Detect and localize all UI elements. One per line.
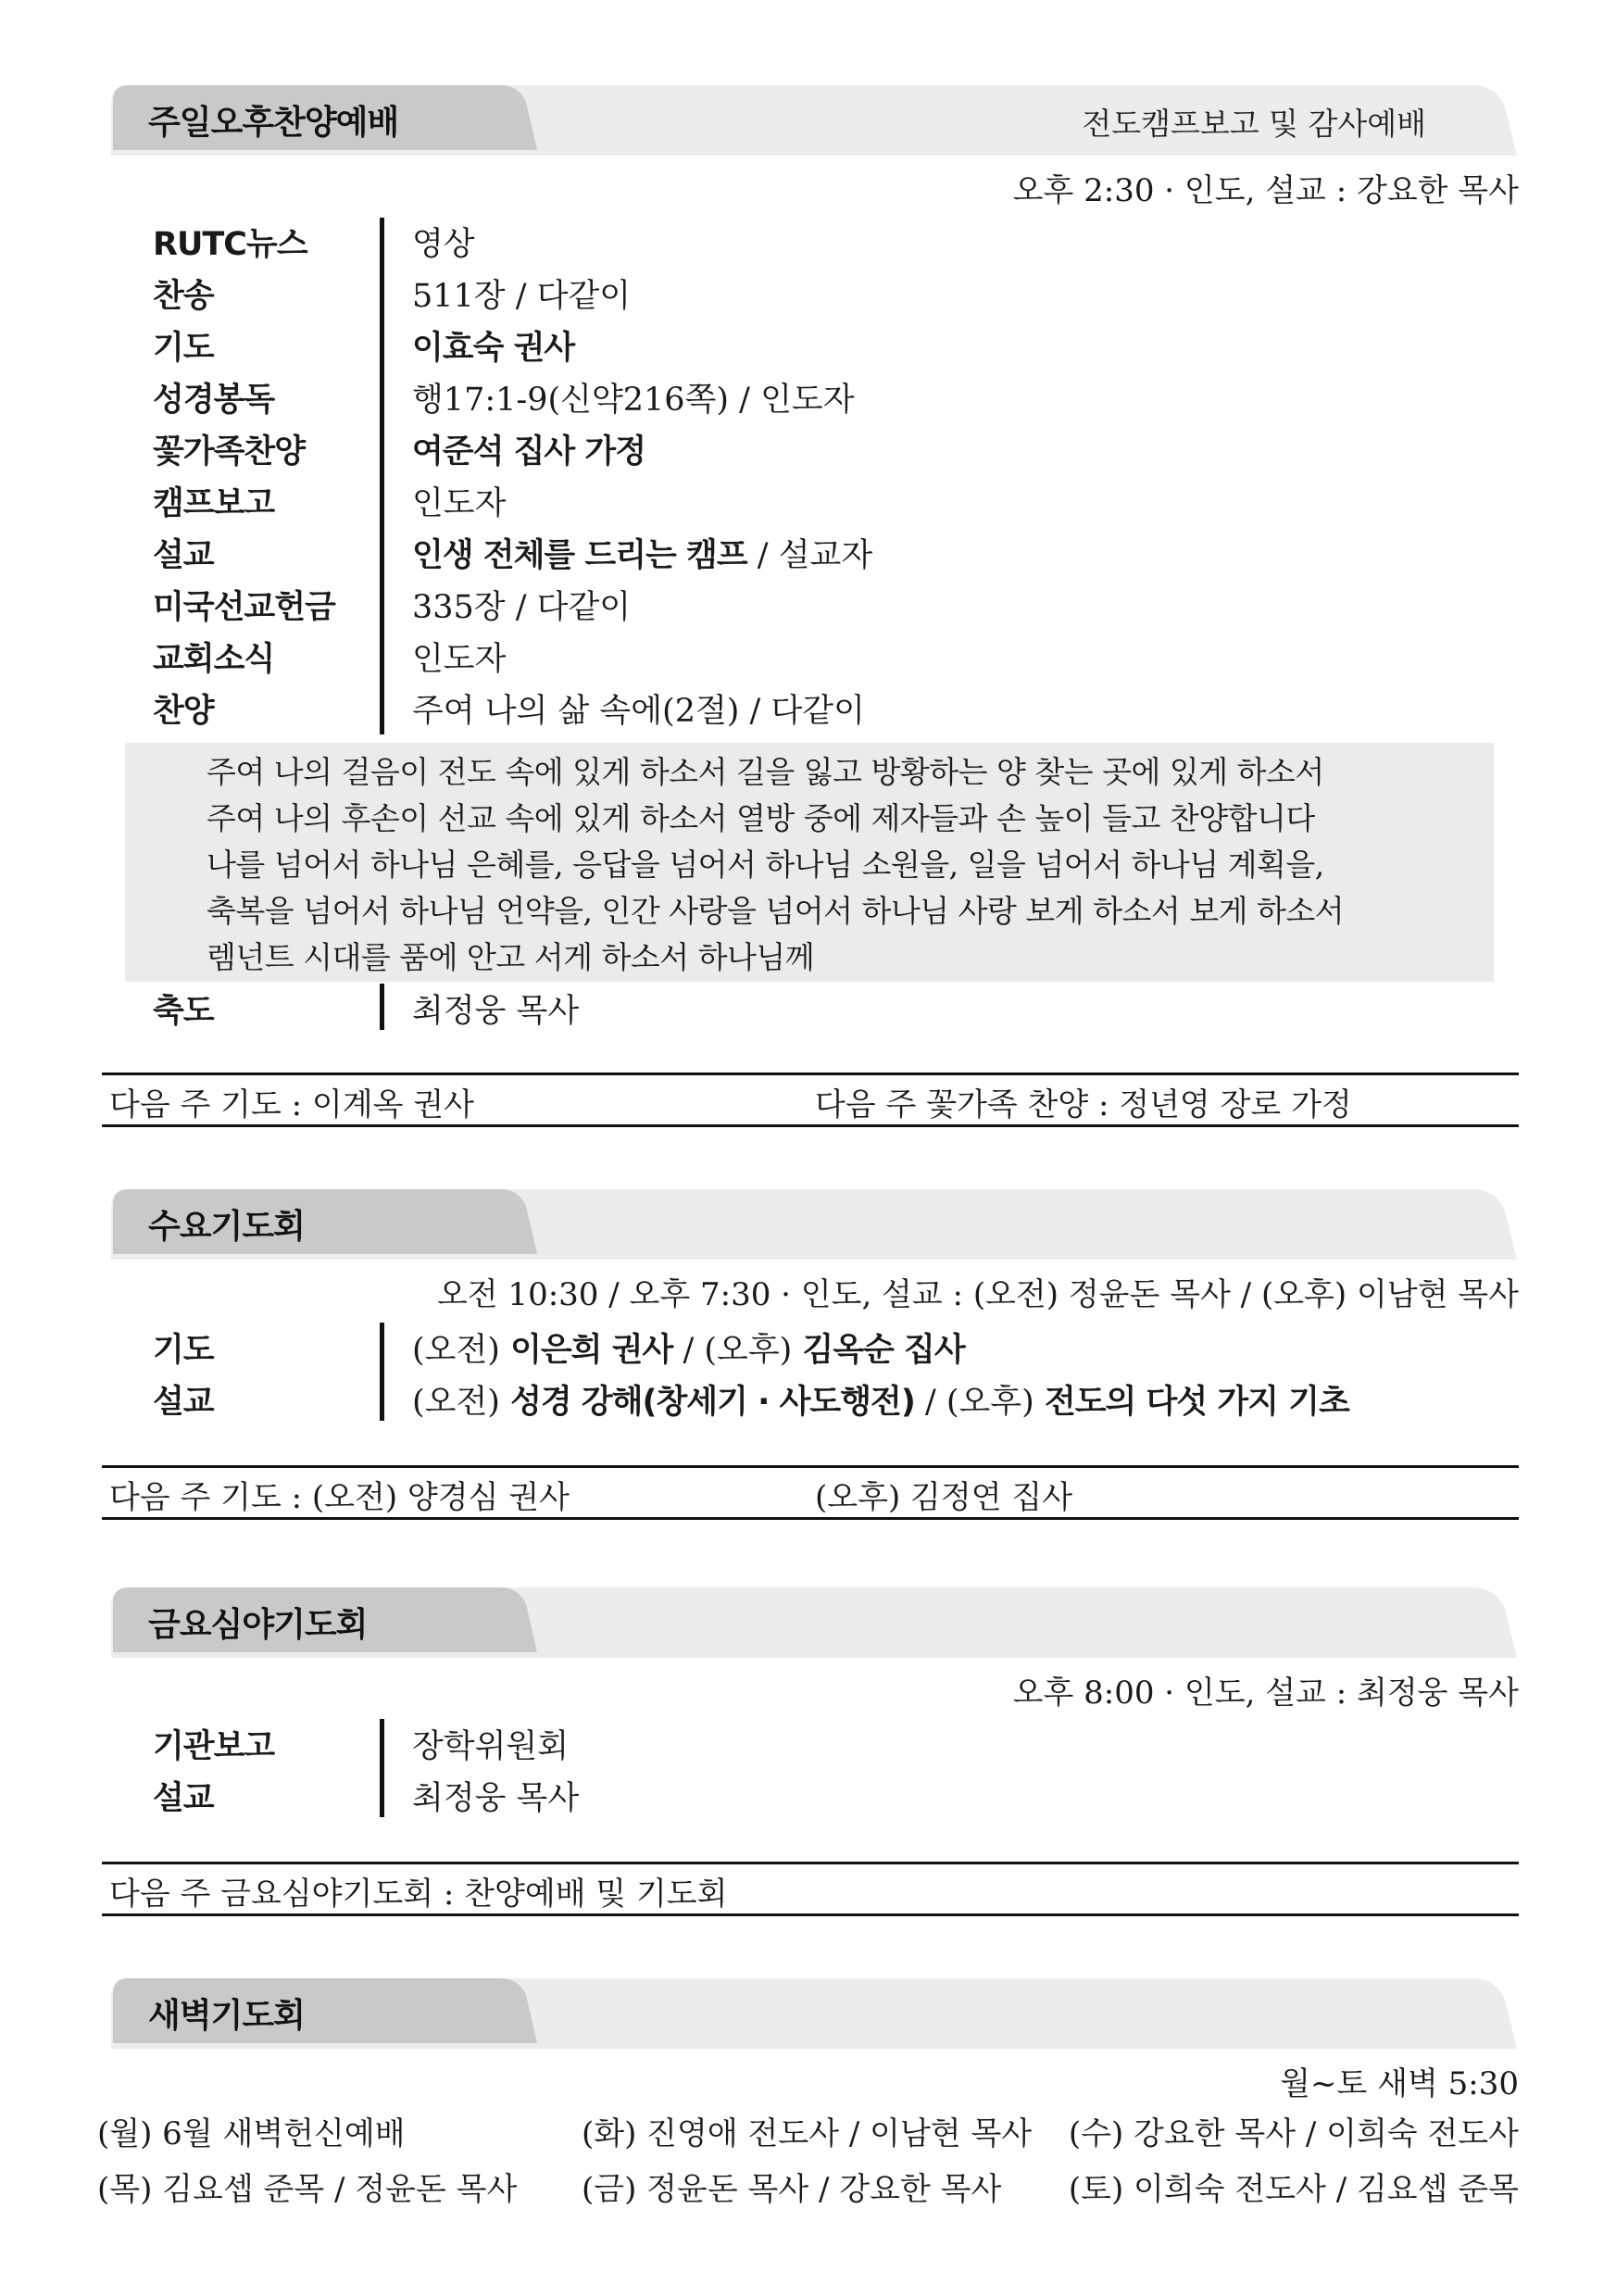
am-tag: (오전) bbox=[412, 1332, 511, 1369]
program-row bbox=[0, 530, 1616, 582]
service-time-line: 오전 10:30 / 오후 7:30 · 인도, 설교 : (오전) 정윤돈 목사 / (오후) 이남현 목사 bbox=[436, 1276, 1519, 1313]
program-row bbox=[0, 985, 1616, 1037]
program-value: 511장 / 다같이 bbox=[412, 278, 632, 315]
program-row bbox=[0, 478, 1616, 530]
sermon-speaker: / 설교자 bbox=[746, 537, 873, 574]
section-title: 금요심야기도회 bbox=[148, 1606, 368, 1644]
program-row bbox=[0, 426, 1616, 478]
program-label: 축도 bbox=[153, 993, 214, 1030]
am-name: 이은희 권사 bbox=[510, 1332, 673, 1369]
dawn-schedule-item: (금) 정윤돈 목사 / 강요한 목사 bbox=[582, 2171, 1002, 2208]
program-label: 꽃가족찬양 bbox=[153, 433, 306, 470]
lyrics-line: 나를 넘어서 하나님 은혜를, 응답을 넘어서 하나님 소원을, 일을 넘어서 하나님 계획을, bbox=[207, 847, 1324, 883]
program-value: 인도자 bbox=[412, 485, 507, 522]
program-value: 335장 / 다같이 bbox=[412, 589, 632, 626]
lyrics-line: 주여 나의 걸음이 전도 속에 있게 하소서 길을 잃고 방황하는 양 찾는 곳에 있게 하소서 bbox=[207, 754, 1324, 790]
section-header-sunday bbox=[102, 83, 1519, 157]
lyrics-box bbox=[125, 743, 1494, 982]
program-row bbox=[0, 1773, 1616, 1825]
rule bbox=[102, 1517, 1519, 1520]
section-subtitle: 전도캠프보고 및 감사예배 bbox=[1082, 106, 1426, 142]
am-sermon: 성경 강해(창세기 · 사도행전) bbox=[510, 1384, 915, 1421]
program-label: 미국선교헌금 bbox=[153, 589, 335, 626]
program-value: 여준석 집사 가정 bbox=[412, 433, 646, 470]
program-value: 이효숙 권사 bbox=[412, 330, 575, 367]
dawn-schedule-item: (수) 강요한 목사 / 이희숙 전도사 bbox=[1068, 2115, 1519, 2152]
program-value: 장학위원회 bbox=[412, 1728, 570, 1765]
rule bbox=[102, 1124, 1519, 1127]
separator: / bbox=[914, 1384, 946, 1421]
program-label: 기도 bbox=[153, 330, 214, 367]
sermon-title: 인생 전체를 드리는 캠프 bbox=[412, 537, 747, 574]
program-row bbox=[0, 685, 1616, 737]
program-label: 교회소식 bbox=[153, 641, 275, 678]
dawn-schedule-item: (월) 6월 새벽헌신예배 bbox=[97, 2115, 406, 2152]
program-value bbox=[412, 1376, 1349, 1423]
header-band-shape bbox=[102, 1187, 1519, 1261]
program-label: 설교 bbox=[153, 1384, 214, 1421]
next-week-prayer: 다음 주 기도 : 이계옥 권사 bbox=[109, 1086, 474, 1123]
program-row bbox=[0, 1376, 1616, 1428]
program-value: 주여 나의 삶 속에(2절) / 다같이 bbox=[412, 693, 865, 730]
am-tag: (오전) bbox=[412, 1384, 511, 1421]
program-row bbox=[0, 582, 1616, 634]
program-label: 설교 bbox=[153, 537, 214, 574]
separator: / bbox=[672, 1332, 705, 1369]
program-row bbox=[0, 270, 1616, 322]
next-week-friday: 다음 주 금요심야기도회 : 찬양예배 및 기도회 bbox=[109, 1876, 728, 1913]
service-time-line: 오후 8:00 · 인도, 설교 : 최정웅 목사 bbox=[1012, 1675, 1519, 1712]
program-value bbox=[412, 530, 872, 576]
service-time-line: 월~토 새벽 5:30 bbox=[1280, 2065, 1519, 2102]
lyrics-line: 렘넌트 시대를 품에 안고 서게 하소서 하나님께 bbox=[207, 939, 815, 975]
program-label: 찬양 bbox=[153, 693, 214, 730]
section-title: 새벽기도회 bbox=[148, 1997, 305, 2035]
rule bbox=[102, 1073, 1519, 1075]
section-title: 주일오후찬양예배 bbox=[148, 104, 399, 142]
program-label: 성경봉독 bbox=[153, 382, 275, 419]
program-row bbox=[0, 219, 1616, 270]
pm-sermon: 전도의 다섯 가지 기초 bbox=[1044, 1384, 1349, 1421]
program-label: 찬송 bbox=[153, 278, 214, 315]
program-value: 영상 bbox=[412, 226, 475, 263]
dawn-schedule-item: (목) 김요셉 준목 / 정윤돈 목사 bbox=[97, 2171, 518, 2208]
dawn-schedule-item: (토) 이희숙 전도사 / 김요셉 준목 bbox=[1068, 2171, 1519, 2208]
program-value: 인도자 bbox=[412, 641, 507, 678]
program-value: 최정웅 목사 bbox=[412, 993, 580, 1030]
rule bbox=[102, 1465, 1519, 1468]
program-label: RUTC뉴스 bbox=[153, 226, 307, 263]
program-row bbox=[0, 374, 1616, 426]
pm-tag: (오후) bbox=[704, 1332, 803, 1369]
program-row bbox=[0, 634, 1616, 685]
dawn-schedule-item: (화) 진영애 전도사 / 이남현 목사 bbox=[582, 2115, 1033, 2152]
section-title: 수요기도회 bbox=[148, 1208, 305, 1246]
rule bbox=[102, 1913, 1519, 1916]
program-row bbox=[0, 1721, 1616, 1773]
section-header-dawn bbox=[102, 1976, 1519, 2051]
service-time-line: 오후 2:30 · 인도, 설교 : 강요한 목사 bbox=[1012, 172, 1519, 209]
program-label: 기도 bbox=[153, 1332, 214, 1369]
section-header-wednesday bbox=[102, 1187, 1519, 1261]
program-value: 최정웅 목사 bbox=[412, 1780, 580, 1817]
program-label: 캠프보고 bbox=[153, 485, 275, 522]
section-header-friday bbox=[102, 1586, 1519, 1660]
lyrics-line: 축복을 넘어서 하나님 언약을, 인간 사랑을 넘어서 하나님 사랑 보게 하소서 보게 하소서 bbox=[207, 893, 1345, 929]
header-band-shape bbox=[102, 1976, 1519, 2051]
pm-name: 김옥순 집사 bbox=[802, 1332, 965, 1369]
program-value: 행17:1-9(신약216쪽) / 인도자 bbox=[412, 382, 855, 419]
next-week-family: 다음 주 꽃가족 찬양 : 정년영 장로 가정 bbox=[815, 1086, 1352, 1123]
program-row bbox=[0, 322, 1616, 374]
pm-tag: (오후) bbox=[946, 1384, 1045, 1421]
rule bbox=[102, 1862, 1519, 1864]
next-week-prayer-am: 다음 주 기도 : (오전) 양경심 권사 bbox=[109, 1479, 570, 1516]
program-label: 설교 bbox=[153, 1780, 214, 1817]
next-week-prayer-pm: (오후) 김정연 집사 bbox=[815, 1479, 1073, 1516]
program-row bbox=[0, 1324, 1616, 1376]
lyrics-line: 주여 나의 후손이 선교 속에 있게 하소서 열방 중에 제자들과 손 높이 들고 찬양합니다 bbox=[207, 800, 1315, 836]
program-value bbox=[412, 1324, 965, 1371]
program-label: 기관보고 bbox=[153, 1728, 275, 1765]
